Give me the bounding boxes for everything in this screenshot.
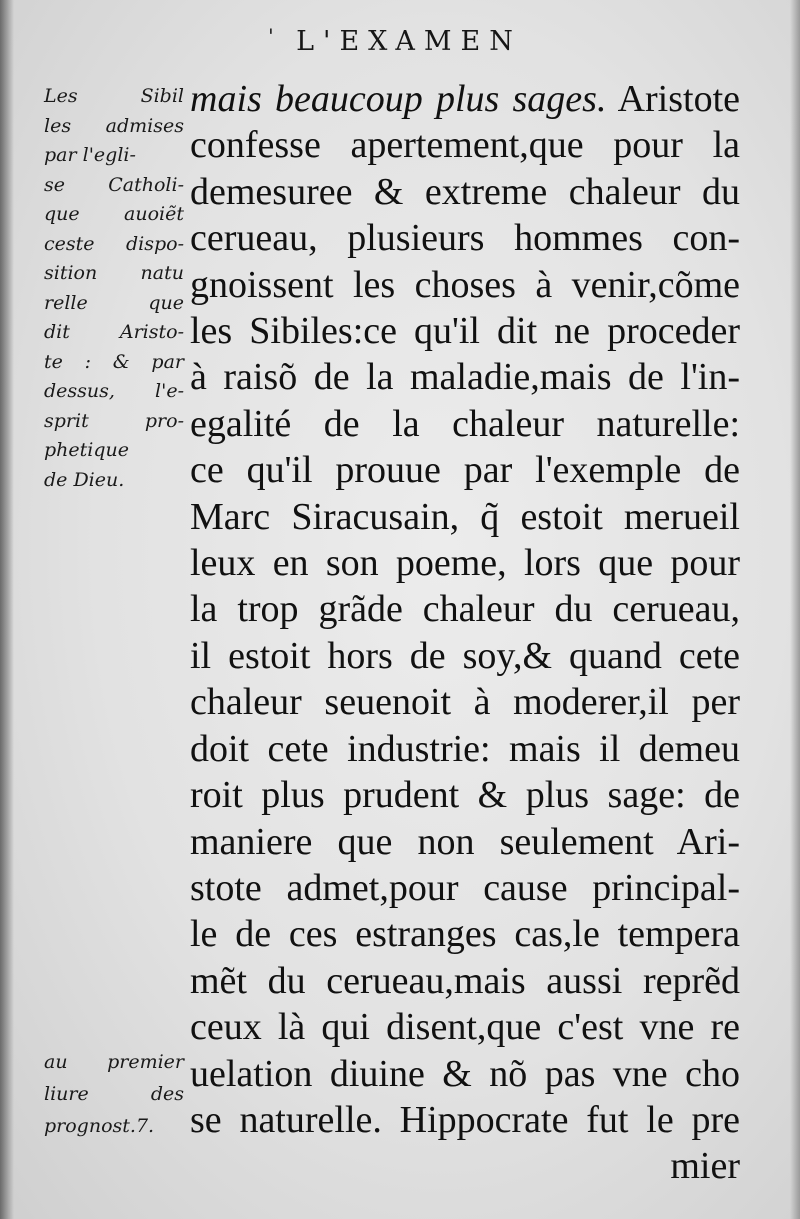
body-line: demesuree & extreme chaleur du: [190, 170, 740, 213]
page-edge-shadow-left: [0, 0, 14, 1219]
margin-note-line: au premier: [44, 1051, 184, 1073]
margin-note-line: prognost.7.: [44, 1115, 155, 1137]
body-line: uelation diuine & nõ pas vne cho: [190, 1052, 740, 1095]
margin-note-line: sition natu: [44, 262, 184, 284]
header-ornament: ': [268, 24, 274, 48]
margin-note-line: que auoiẽt: [44, 203, 184, 225]
body-line: confesse apertement,que pour la: [190, 124, 740, 167]
body-text: [190, 76, 740, 1190]
margin-note-line: les admises: [44, 114, 184, 137]
margin-note-line: relle que: [44, 291, 184, 314]
running-header: [0, 26, 800, 57]
body-line: leux en son poeme, lors que pour: [190, 542, 740, 585]
margin-note-line: phetique: [44, 439, 129, 461]
body-line-italic: mais beaucoup plus sages.: [190, 78, 607, 120]
body-line: à raisõ de la maladie,mais de l'in-: [190, 356, 740, 399]
body-line: stote admet,pour cause principal-: [190, 866, 740, 909]
body-line: mẽt du cerueau,mais aussi reprẽd: [190, 959, 740, 1002]
margin-note-line: liure des: [44, 1083, 184, 1105]
body-line-roman: Aristote: [606, 78, 740, 120]
body-line: doit cete industrie: mais il demeu: [190, 727, 740, 770]
margin-note-line: dit Aristo-: [44, 321, 184, 343]
margin-note-top: [44, 82, 184, 495]
margin-note-line: ceste dispo-: [44, 232, 184, 255]
body-line: cerueau, plusieurs hommes con-: [190, 217, 740, 260]
margin-note-line: te : & par: [44, 350, 184, 373]
margin-note-line: Les Sibil: [44, 85, 184, 107]
body-line: egalité de la chaleur naturelle:: [190, 402, 740, 445]
body-line: gnoissent les choses à venir,cõme: [190, 263, 740, 306]
margin-note-bottom: [44, 1046, 184, 1142]
margin-note-line: dessus, l'e-: [44, 380, 184, 402]
margin-note-line: de Dieu.: [44, 468, 125, 491]
body-line: ce qu'il prouue par l'exemple de: [190, 449, 740, 492]
header-title: L'EXAMEN: [296, 26, 522, 57]
body-line: la trop grãde chaleur du cerueau,: [190, 588, 740, 631]
body-line: chaleur seuenoit à moderer,il per: [190, 681, 740, 724]
body-line: les Sibiles:ce qu'il dit ne proceder: [190, 310, 740, 353]
page-edge-shadow-right: [790, 0, 800, 1219]
body-line: roit plus prudent & plus sage: de: [190, 774, 740, 817]
margin-note-line: par l'egli-: [44, 144, 136, 166]
body-line: [190, 76, 740, 122]
body-line: maniere que non seulement Ari-: [190, 820, 740, 863]
body-line: il estoit hors de soy,& quand cete: [190, 634, 740, 677]
body-line: se naturelle. Hippocrate fut le pre: [190, 1098, 740, 1141]
catchword: mier: [670, 1145, 740, 1188]
body-line: ceux là qui disent,que c'est vne re: [190, 1006, 740, 1049]
body-line: le de ces estranges cas,le tempera: [190, 913, 740, 956]
margin-note-line: se Catholi-: [44, 173, 184, 196]
margin-note-line: sprit pro-: [44, 409, 184, 432]
body-line: Marc Siracusain, q̃ estoit merueil: [190, 495, 740, 538]
